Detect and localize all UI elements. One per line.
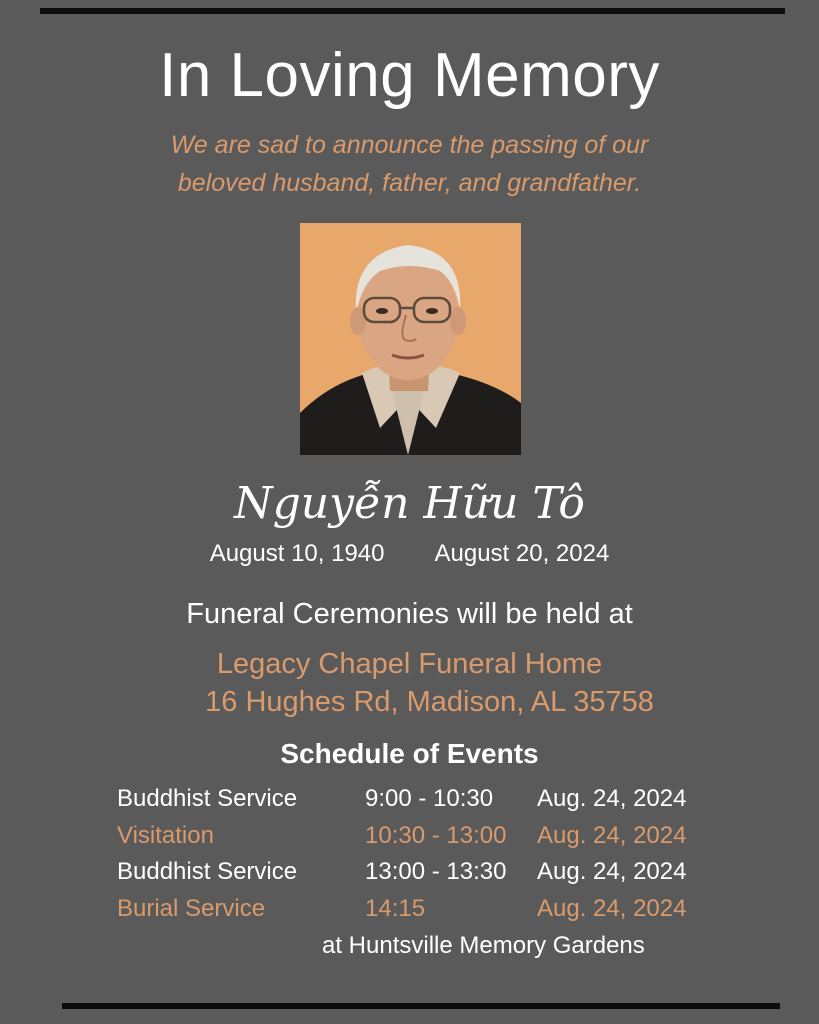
event-time: 10:30 - 13:00: [365, 821, 507, 849]
burial-location: at Huntsville Memory Gardens: [322, 932, 645, 959]
event-name: Visitation: [117, 821, 214, 849]
event-date: Aug. 24, 2024: [537, 821, 687, 849]
venue-info: [0, 645, 819, 721]
death-date: August 20, 2024: [434, 540, 610, 567]
announcement-text: [0, 126, 819, 202]
schedule-row: [117, 895, 757, 932]
event-name: Burial Service: [117, 894, 266, 922]
portrait-photo: [300, 223, 521, 455]
venue-name: Legacy Chapel Funeral Home: [216, 648, 603, 680]
schedule-row: [117, 858, 757, 895]
event-date: Aug. 24, 2024: [537, 894, 687, 922]
birth-date: August 10, 1940: [209, 540, 385, 567]
announcement-line-1: We are sad to announce the passing of our: [170, 131, 649, 159]
deceased-name: Nguyễn Hữu Tô: [234, 478, 585, 529]
ceremony-intro: Funeral Ceremonies will be held at: [186, 598, 633, 630]
event-name: Buddhist Service: [117, 858, 298, 885]
event-time: 9:00 - 10:30: [365, 785, 494, 812]
event-date: Aug. 24, 2024: [537, 785, 687, 812]
schedule-heading: Schedule of Events: [280, 738, 539, 769]
life-dates: [0, 540, 819, 568]
top-divider: [40, 8, 785, 14]
bottom-divider: [62, 1003, 780, 1009]
announcement-line-2: beloved husband, father, and grandfather.: [177, 169, 642, 197]
venue-address: 16 Hughes Rd, Madison, AL 35758: [205, 686, 654, 718]
event-time: 14:15: [365, 894, 426, 922]
event-time: 13:00 - 13:30: [365, 858, 507, 885]
page-title: In Loving Memory: [159, 41, 660, 110]
schedule-row: [117, 785, 757, 822]
event-name: Buddhist Service: [117, 785, 298, 812]
portrait-illustration: [300, 223, 521, 455]
schedule-row: [117, 822, 757, 859]
event-date: Aug. 24, 2024: [537, 858, 687, 885]
schedule-list: [117, 785, 757, 931]
